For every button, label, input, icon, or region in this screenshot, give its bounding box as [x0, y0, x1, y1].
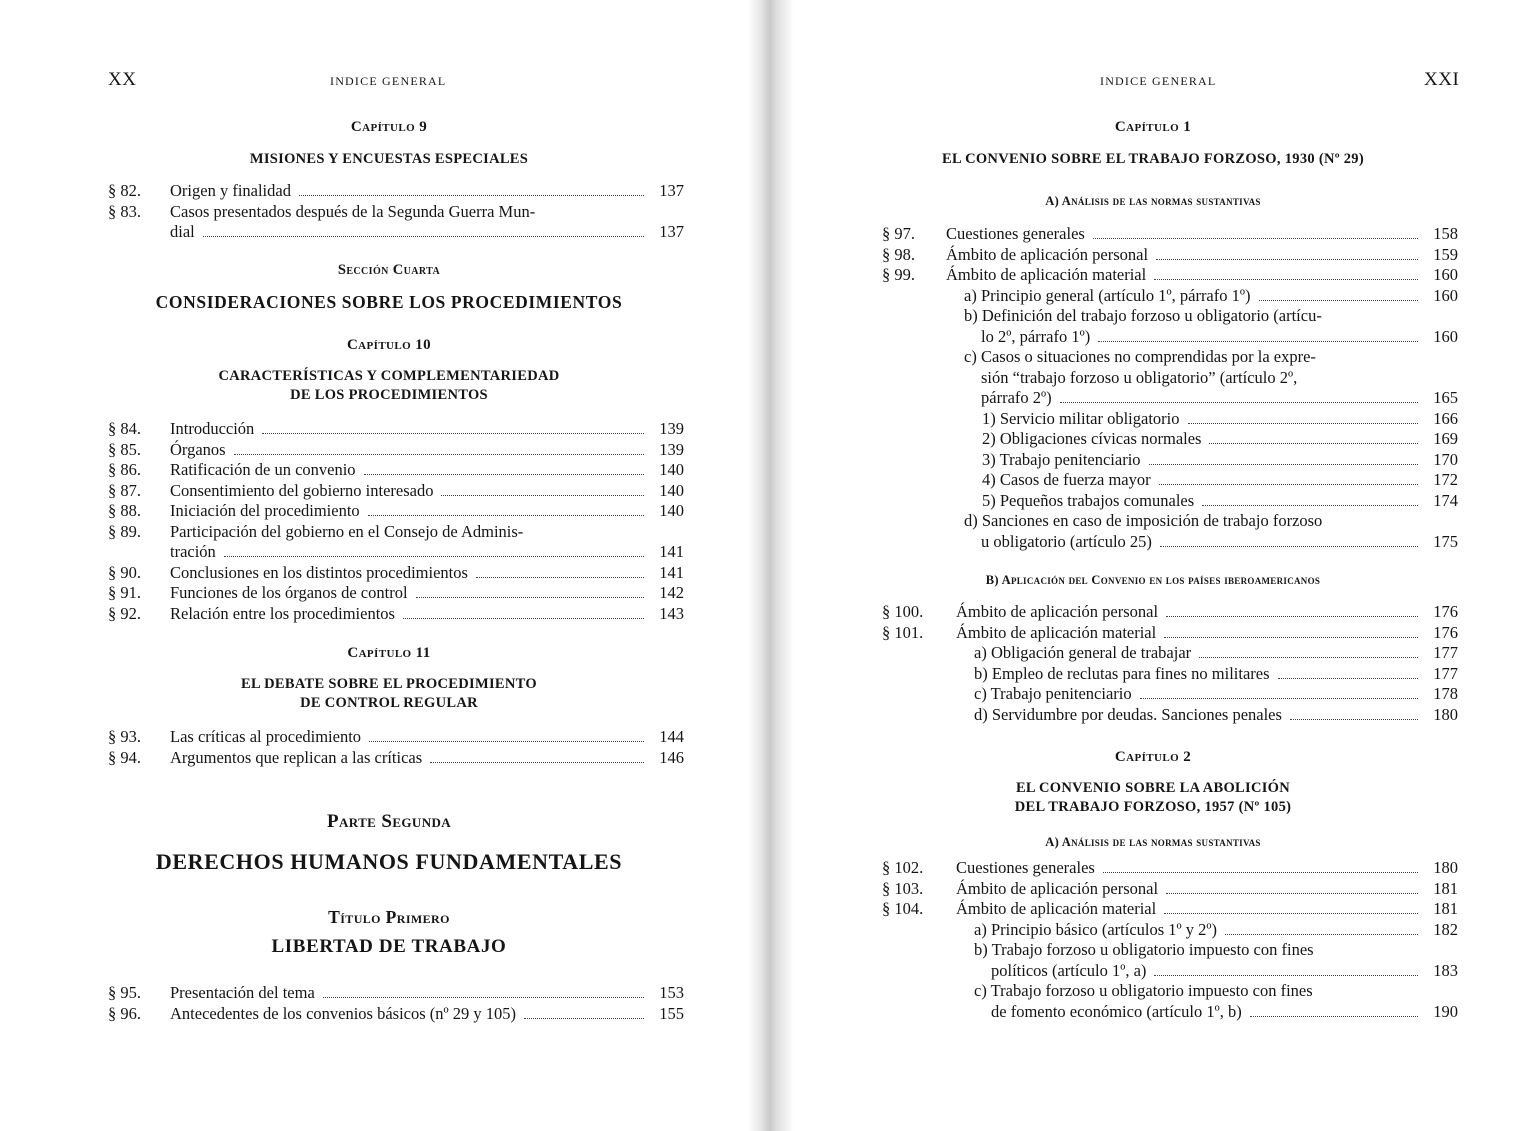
page-ref: 143	[659, 603, 684, 623]
page-ref: 155	[659, 1003, 684, 1023]
toc-entry	[882, 623, 1458, 644]
page-ref: 160	[1433, 265, 1458, 284]
section-number: § 89.	[108, 521, 141, 541]
toc-list	[882, 858, 1458, 1022]
page-ref: 172	[1433, 470, 1458, 489]
toc-entry	[108, 748, 684, 769]
entry-title: Órganos	[170, 439, 226, 459]
toc-list	[108, 181, 684, 243]
dot-leader	[524, 1018, 644, 1019]
page-ref: 141	[659, 562, 684, 582]
part-title: DERECHOS HUMANOS FUNDAMENTALES	[155, 849, 623, 874]
toc-entry	[108, 1004, 684, 1025]
section-number: § 104.	[882, 899, 924, 918]
page-ref: 166	[1433, 408, 1458, 428]
page-ref: 141	[659, 542, 684, 561]
chapter-title: EL CONVENIO SOBRE LA ABOLICIÓN	[1015, 780, 1291, 796]
dot-leader	[1199, 657, 1418, 658]
dot-leader	[1154, 279, 1418, 280]
entry-title: d) Sanciones en caso de imposición de trabajo forzoso	[964, 511, 1323, 530]
toc-entry	[882, 643, 1458, 664]
entry-title: tración	[170, 542, 216, 561]
entry-title: Las críticas al procedimiento	[170, 727, 362, 746]
entry-title: párrafo 2º)	[981, 388, 1052, 407]
entry-title: d) Servidumbre por deudas. Sanciones penales	[974, 704, 1282, 724]
running-head: INDICE GENERAL	[1100, 74, 1217, 88]
toc-entry	[882, 664, 1458, 685]
toc-entry	[108, 181, 684, 202]
toc-entry	[882, 450, 1458, 471]
dot-leader	[369, 741, 644, 742]
toc-entry	[882, 511, 1458, 552]
entry-title: Ámbito de aplicación material	[946, 265, 1147, 284]
page-ref: 165	[1433, 388, 1458, 407]
dot-leader	[1103, 872, 1418, 873]
running-head: INDICE GENERAL	[330, 74, 447, 88]
dot-leader	[1160, 546, 1418, 547]
section-number: § 92.	[108, 603, 141, 623]
dot-leader	[203, 236, 644, 237]
entry-title: Consentimiento del gobierno interesado	[170, 480, 434, 500]
toc-entry	[882, 858, 1458, 879]
toc-entry	[108, 727, 684, 748]
page-ref: 177	[1433, 663, 1458, 683]
page-number: XX	[108, 69, 137, 90]
page-number: XXI	[1424, 69, 1460, 90]
section-number: § 97.	[882, 224, 915, 243]
toc-entry	[108, 583, 684, 604]
section-number: § 100.	[882, 602, 924, 621]
toc-entry	[882, 899, 1458, 920]
page-ref: 137	[659, 181, 684, 200]
dot-leader	[1060, 402, 1418, 403]
entry-title: b) Trabajo forzoso u obligatorio impuesto con fines	[974, 940, 1314, 959]
entry-title: 2) Obligaciones cívicas normales	[982, 429, 1202, 448]
dot-leader	[416, 597, 644, 598]
page-ref: 169	[1433, 429, 1458, 448]
chapter-title: CARACTERÍSTICAS Y COMPLEMENTARIEDAD	[218, 368, 560, 384]
entry-title: políticos (artículo 1º, a)	[991, 960, 1147, 980]
toc-entry	[882, 306, 1458, 347]
page-ref: 177	[1433, 643, 1458, 662]
section-number: § 91.	[108, 583, 141, 602]
right-page	[768, 0, 1536, 1131]
toc-entry	[882, 920, 1458, 941]
section-number: § 82.	[108, 181, 141, 200]
entry-title: b) Empleo de reclutas para fines no militares	[974, 663, 1270, 683]
dot-leader	[1225, 934, 1418, 935]
dot-leader	[1250, 1016, 1418, 1017]
page-ref: 153	[659, 983, 684, 1002]
toc-entry	[882, 245, 1458, 266]
page-ref: 160	[1433, 285, 1458, 305]
dot-leader	[430, 762, 644, 763]
toc-entry	[882, 705, 1458, 726]
title-label: Título Primero	[328, 907, 450, 927]
entry-title: Introducción	[170, 419, 255, 438]
entry-title: de fomento económico (artículo 1º, b)	[991, 1001, 1242, 1021]
toc-entry	[108, 440, 684, 461]
entry-title: Antecedentes de los convenios básicos (nº 29 y 105)	[170, 1003, 517, 1023]
section-number: § 103.	[882, 878, 924, 898]
entry-title: u obligatorio (artículo 25)	[981, 531, 1152, 551]
entry-title: b) Definición del trabajo forzoso u obligatorio (artícu-	[964, 306, 1322, 325]
page-ref: 160	[1433, 326, 1458, 346]
page-ref: 181	[1433, 878, 1458, 898]
entry-title: lo 2º, párrafo 1º)	[981, 326, 1091, 346]
chapter-title: DEL TRABAJO FORZOSO, 1957 (Nº 105)	[1014, 799, 1292, 815]
subsection-heading: B) Aplicación del Convenio en los países iberoamericanos	[985, 573, 1321, 587]
entry-title: Presentación del tema	[170, 983, 315, 1002]
chapter-label: Capítulo 2	[1114, 749, 1192, 765]
entry-title: 5) Pequeños trabajos comunales	[982, 490, 1195, 510]
subsection-heading: A) Análisis de las normas sustantivas	[1045, 835, 1261, 849]
page-ref: 140	[659, 480, 684, 500]
section-number: § 88.	[108, 501, 141, 520]
section-number: § 85.	[108, 439, 141, 459]
page-ref: 174	[1433, 490, 1458, 510]
entry-title: c) Trabajo penitenciario	[974, 684, 1132, 703]
toc-entry	[108, 419, 684, 440]
page-ref: 140	[659, 501, 684, 520]
toc-entry	[882, 224, 1458, 245]
entry-title: Argumentos que replican a las críticas	[170, 747, 423, 767]
entry-title: Ratificación de un convenio	[170, 460, 356, 479]
dot-leader	[1093, 238, 1418, 239]
dot-leader	[1290, 719, 1418, 720]
entry-title: Relación entre los procedimientos	[170, 603, 395, 623]
entry-title: Ámbito de aplicación personal	[956, 878, 1159, 898]
entry-title: Ámbito de aplicación personal	[956, 602, 1159, 621]
section-number: § 94.	[108, 747, 141, 767]
section-number: § 84.	[108, 419, 141, 438]
page-ref: 139	[659, 439, 684, 459]
chapter-label: Capítulo 1	[1114, 119, 1192, 135]
dot-leader	[1149, 464, 1418, 465]
page-ref: 178	[1433, 684, 1458, 703]
page-ref: 181	[1433, 899, 1458, 918]
entry-title: Casos presentados después de la Segunda Guerra Mun-	[170, 201, 536, 221]
dot-leader	[1164, 637, 1418, 638]
toc-entry	[882, 470, 1458, 491]
dot-leader	[476, 577, 644, 578]
section-number: § 101.	[882, 622, 924, 642]
entry-title: a) Principio general (artículo 1º, párrafo 1º)	[964, 285, 1251, 305]
toc-entry	[882, 940, 1458, 981]
entry-title: sión “trabajo forzoso u obligatorio” (artículo 2º,	[981, 367, 1298, 387]
dot-leader	[1098, 341, 1418, 342]
dot-leader	[1164, 913, 1418, 914]
toc-list	[108, 727, 684, 768]
part-label: Parte Segunda	[326, 811, 452, 832]
dot-leader	[1202, 505, 1418, 506]
page-ref: 183	[1433, 960, 1458, 980]
dot-leader	[224, 556, 644, 557]
dot-leader	[1166, 893, 1418, 894]
entry-title: Cuestiones generales	[946, 224, 1085, 243]
entry-title: 4) Casos de fuerza mayor	[982, 470, 1151, 489]
page-ref: 137	[659, 222, 684, 241]
section-number: § 90.	[108, 562, 141, 582]
chapter-label: Capítulo 9	[350, 119, 428, 135]
toc-entry	[108, 501, 684, 522]
toc-entry	[108, 460, 684, 481]
entry-title: Ámbito de aplicación material	[956, 622, 1157, 642]
section-number: § 99.	[882, 265, 915, 284]
dot-leader	[234, 454, 644, 455]
toc-entry	[882, 409, 1458, 430]
entry-title: Origen y finalidad	[170, 181, 291, 200]
section-number: § 102.	[882, 858, 924, 877]
toc-entry	[882, 602, 1458, 623]
entry-title: Funciones de los órganos de control	[170, 583, 408, 602]
section-number: § 96.	[108, 1003, 141, 1023]
toc-entry	[882, 265, 1458, 286]
toc-entry	[882, 981, 1458, 1022]
entry-title: a) Principio básico (artículos 1º y 2º)	[974, 919, 1218, 939]
chapter-label: Capítulo 11	[347, 645, 431, 661]
dot-leader	[1159, 484, 1418, 485]
toc-list	[882, 602, 1458, 725]
chapter-title: DE LOS PROCEDIMIENTOS	[290, 387, 488, 403]
entry-title: c) Trabajo forzoso u obligatorio impuesto con fines	[974, 981, 1313, 1000]
dot-leader	[441, 495, 644, 496]
entry-title: Participación del gobierno en el Consejo de Adminis-	[170, 521, 524, 541]
dot-leader	[323, 997, 644, 998]
page-ref: 142	[659, 583, 684, 602]
dot-leader	[368, 515, 644, 516]
toc-list	[108, 419, 684, 624]
dot-leader	[1209, 443, 1418, 444]
page-ref: 158	[1433, 224, 1458, 243]
chapter-title: EL DEBATE SOBRE EL PROCEDIMIENTO	[241, 676, 537, 692]
page-ref: 170	[1433, 449, 1458, 469]
chapter-title: MISIONES Y ENCUESTAS ESPECIALES	[249, 151, 529, 167]
toc-entry	[108, 522, 684, 563]
section-number: § 83.	[108, 201, 141, 221]
entry-title: a) Obligación general de trabajar	[974, 643, 1192, 662]
toc-entry	[882, 347, 1458, 409]
section-number: § 95.	[108, 983, 141, 1002]
dot-leader	[403, 618, 644, 619]
toc-entry	[108, 563, 684, 584]
dot-leader	[299, 195, 644, 196]
section-number: § 98.	[882, 244, 915, 264]
toc-entry	[108, 983, 684, 1004]
page-ref: 146	[659, 747, 684, 767]
dot-leader	[262, 433, 644, 434]
chapter-label: Capítulo 10	[346, 337, 432, 353]
entry-title: Iniciación del procedimiento	[170, 501, 360, 520]
entry-title: 3) Trabajo penitenciario	[982, 449, 1141, 469]
entry-title: 1) Servicio militar obligatorio	[982, 408, 1180, 428]
toc-list	[108, 983, 684, 1024]
chapter-title: DE CONTROL REGULAR	[300, 695, 478, 711]
section-label: Sección Cuarta	[337, 262, 441, 278]
toc-entry	[882, 879, 1458, 900]
dot-leader	[364, 474, 644, 475]
entry-title: dial	[170, 222, 195, 241]
entry-title: Ámbito de aplicación material	[956, 899, 1157, 918]
dot-leader	[1166, 616, 1418, 617]
toc-entry	[882, 491, 1458, 512]
toc-entry	[108, 481, 684, 502]
page-ref: 144	[659, 727, 684, 746]
page-ref: 180	[1433, 704, 1458, 724]
dot-leader	[1259, 300, 1419, 301]
subsection-heading: A) Análisis de las normas sustantivas	[1045, 194, 1261, 208]
toc-entry	[108, 604, 684, 625]
toc-entry	[882, 286, 1458, 307]
entry-title: c) Casos o situaciones no comprendidas por la expre-	[964, 347, 1316, 366]
entry-title: Conclusiones en los distintos procedimientos	[170, 562, 468, 582]
section-number: § 86.	[108, 460, 141, 479]
section-title: CONSIDERACIONES SOBRE LOS PROCEDIMIENTOS	[155, 292, 623, 312]
entry-title: Cuestiones generales	[956, 858, 1095, 877]
dot-leader	[1188, 423, 1418, 424]
page-ref: 182	[1433, 919, 1458, 939]
page-ref: 176	[1433, 602, 1458, 621]
page-ref: 180	[1433, 858, 1458, 877]
toc-entry	[882, 429, 1458, 450]
toc-entry	[882, 684, 1458, 705]
title-heading: LIBERTAD DE TRABAJO	[271, 936, 507, 957]
chapter-title: EL CONVENIO SOBRE EL TRABAJO FORZOSO, 1930 (Nº 29)	[942, 151, 1364, 167]
page-ref: 140	[659, 460, 684, 479]
dot-leader	[1156, 259, 1418, 260]
page-ref: 139	[659, 419, 684, 438]
page-ref: 175	[1433, 531, 1458, 551]
dot-leader	[1278, 678, 1418, 679]
section-number: § 87.	[108, 480, 141, 500]
page-ref: 159	[1433, 244, 1458, 264]
toc-list	[882, 224, 1458, 552]
dot-leader	[1140, 698, 1418, 699]
toc-entry	[108, 202, 684, 243]
page-ref: 190	[1433, 1001, 1458, 1021]
page-ref: 176	[1433, 622, 1458, 642]
entry-title: Ámbito de aplicación personal	[946, 244, 1149, 264]
dot-leader	[1154, 975, 1418, 976]
section-number: § 93.	[108, 727, 141, 746]
